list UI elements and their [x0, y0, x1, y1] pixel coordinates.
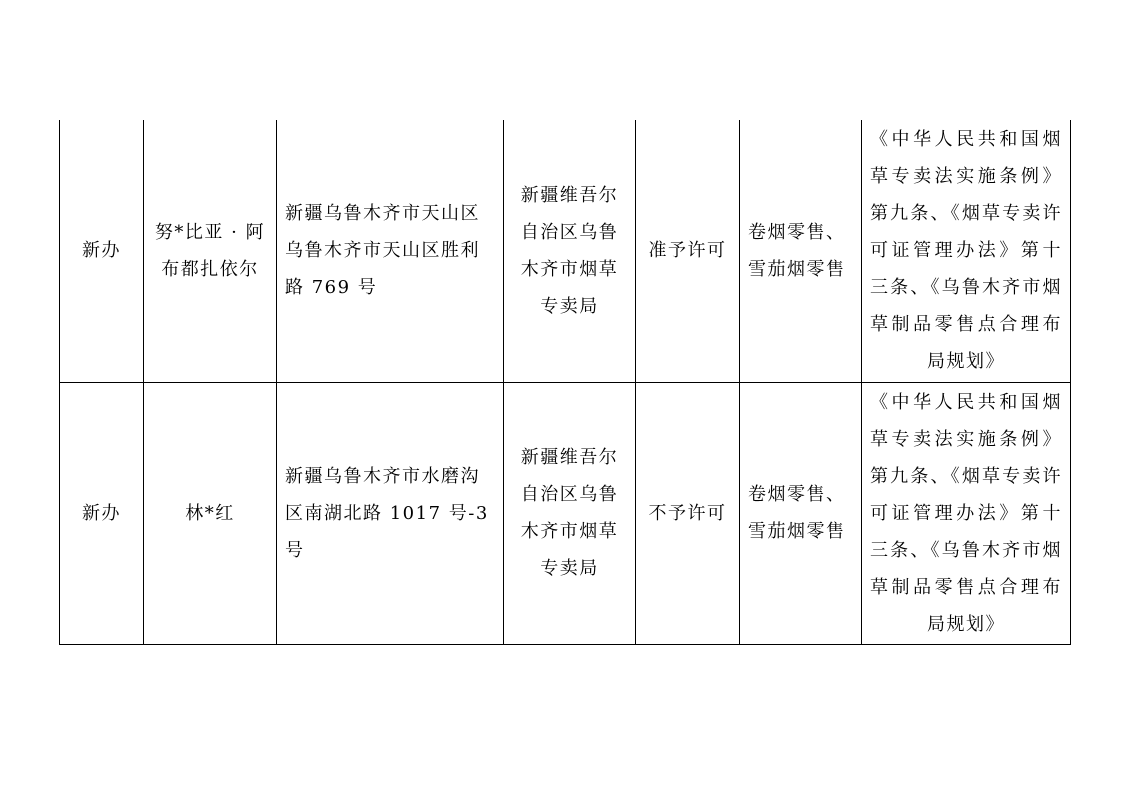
- business-address-cell: 新疆乌鲁木齐市水磨沟区南湖北路 1017 号-3 号: [277, 382, 504, 644]
- business-address-cell: 新疆乌鲁木齐市天山区乌鲁木齐市天山区胜利路 769 号: [277, 120, 504, 382]
- applicant-name-cell: 努*比亚 · 阿布都扎依尔: [144, 120, 277, 382]
- legal-basis-cell: 《中华人民共和国烟草专卖法实施条例》第九条、《烟草专卖许可证管理办法》第十三条、《乌鲁木齐市烟草制品零售点合理布局规划》: [862, 120, 1071, 382]
- issuing-authority-cell: 新疆维吾尔自治区乌鲁木齐市烟草专卖局: [504, 120, 636, 382]
- decision-cell: 准予许可: [636, 120, 740, 382]
- legal-basis-cell: 《中华人民共和国烟草专卖法实施条例》第九条、《烟草专卖许可证管理办法》第十三条、《乌鲁木齐市烟草制品零售点合理布局规划》: [862, 382, 1071, 644]
- business-scope-cell: 卷烟零售、雪茄烟零售: [740, 120, 862, 382]
- table-row: [60, 120, 1071, 382]
- applicant-name-cell: 林*红: [144, 382, 277, 644]
- table-row: [60, 382, 1071, 644]
- license-table-container: [59, 120, 1071, 645]
- application-type-cell: 新办: [60, 382, 144, 644]
- license-decision-table: [59, 120, 1071, 645]
- business-scope-cell: 卷烟零售、雪茄烟零售: [740, 382, 862, 644]
- application-type-cell: 新办: [60, 120, 144, 382]
- issuing-authority-cell: 新疆维吾尔自治区乌鲁木齐市烟草专卖局: [504, 382, 636, 644]
- decision-cell: 不予许可: [636, 382, 740, 644]
